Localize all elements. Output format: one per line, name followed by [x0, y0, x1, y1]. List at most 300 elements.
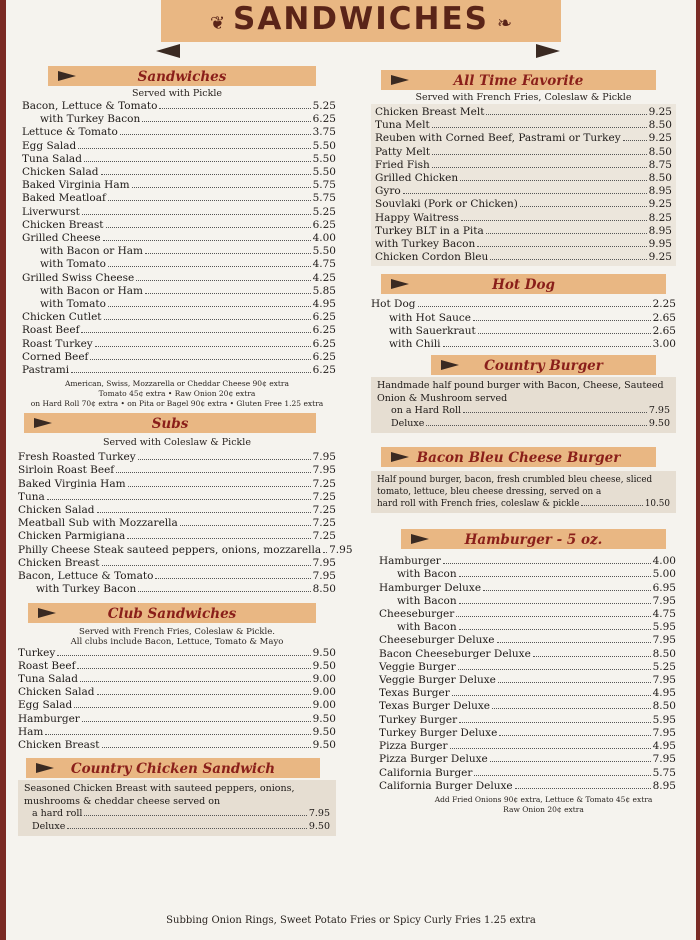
- leader-dots: [78, 148, 310, 149]
- banner-fold-right: [536, 44, 560, 58]
- footer-note: Subbing Onion Rings, Sweet Potato Fries or Spicy Curly Fries 1.25 extra: [166, 915, 536, 926]
- hot-dog-list: [371, 298, 676, 351]
- item-price: 6.25: [312, 324, 336, 337]
- item-price: 9.50: [312, 725, 336, 738]
- menu-item: [375, 185, 672, 198]
- item-price: 9.50: [312, 646, 336, 659]
- section-note: All clubs include Bacon, Lettuce, Tomato & Mayo: [70, 636, 284, 647]
- arrow-icon: [36, 763, 54, 773]
- item-price: 5.25: [312, 100, 336, 112]
- menu-item: [375, 146, 672, 159]
- menu-item: [18, 451, 336, 464]
- leader-dots: [473, 320, 651, 321]
- item-name: hard roll with French fries, coleslaw & pickle: [377, 499, 580, 510]
- leader-dots: [452, 695, 651, 696]
- leader-dots: [82, 721, 311, 722]
- item-price: 8.50: [648, 172, 672, 185]
- arrow-icon: [34, 418, 52, 428]
- menu-item: [18, 504, 336, 517]
- menu-item: [371, 325, 676, 338]
- item-price: 9.25: [648, 132, 672, 145]
- item-price: 8.50: [312, 583, 336, 596]
- item-name: Turkey Burger: [379, 713, 458, 726]
- item-name: Fried Fish: [375, 158, 430, 171]
- leader-dots: [486, 233, 647, 234]
- item-price: 5.50: [312, 152, 336, 165]
- item-name: Cheeseburger: [379, 608, 455, 621]
- item-name: Egg Salad: [18, 699, 73, 712]
- menu-item: [375, 212, 672, 225]
- item-price: 3.75: [312, 126, 336, 139]
- item-price: 5.50: [312, 166, 336, 179]
- item-name: Bacon Cheeseburger Deluxe: [379, 647, 531, 660]
- item-price: 8.50: [652, 647, 676, 660]
- item-price: 7.25: [312, 477, 336, 490]
- menu-item: [22, 298, 336, 311]
- menu-item: [375, 251, 672, 264]
- item-price: 4.95: [312, 298, 336, 311]
- item-name: Bacon, Lettuce & Tomato: [18, 570, 154, 583]
- menu-item: [18, 647, 336, 660]
- item-price: 5.00: [652, 568, 676, 581]
- menu-page: [6, 0, 696, 940]
- item-name: with Bacon: [397, 621, 457, 634]
- item-name: Hamburger: [379, 555, 441, 568]
- item-name: with Hot Sauce: [389, 311, 472, 324]
- leader-dots: [71, 372, 311, 373]
- menu-item: [375, 238, 672, 251]
- menu-item: [18, 543, 353, 557]
- menu-item: [375, 106, 672, 119]
- item-name: Egg Salad: [22, 139, 77, 152]
- item-price: 8.75: [648, 158, 672, 171]
- right-column: [371, 70, 676, 815]
- item-name: a hard roll: [32, 808, 83, 820]
- item-price: 2.25: [652, 298, 676, 311]
- item-name: Philly Cheese Steak sauteed peppers, onions, mozzarella: [18, 543, 322, 556]
- section-header-country-burger: [431, 355, 656, 375]
- leader-dots: [80, 681, 311, 682]
- item-name: Tuna Salad: [18, 672, 78, 685]
- leader-dots: [581, 505, 642, 506]
- item-name: Grilled Chicken: [375, 172, 459, 185]
- item-name: California Burger: [379, 766, 473, 779]
- leader-dots: [142, 121, 310, 122]
- menu-item: [379, 727, 676, 740]
- leader-dots: [132, 187, 311, 188]
- item-price: 4.95: [652, 687, 676, 700]
- leader-dots: [67, 828, 306, 829]
- menu-item: [22, 179, 336, 192]
- section-footnote: American, Swiss, Mozzarella or Cheddar Cheese 90¢ extra: [65, 379, 289, 389]
- item-price: 4.25: [312, 271, 336, 284]
- menu-item: [32, 808, 330, 821]
- item-price: 6.25: [312, 113, 336, 126]
- leader-dots: [623, 140, 647, 141]
- leader-dots: [458, 669, 651, 670]
- menu-item: [22, 206, 336, 219]
- hamburger-list: [371, 555, 676, 793]
- menu-item: [18, 583, 336, 596]
- menu-item: [391, 405, 670, 418]
- item-price: 8.50: [648, 119, 672, 132]
- item-name: with Bacon or Ham: [40, 245, 143, 258]
- section-title: Hot Dog: [492, 277, 555, 294]
- item-price: 6.25: [312, 364, 336, 377]
- menu-item: [22, 113, 336, 126]
- menu-item: [18, 739, 336, 752]
- section-note: Served with Coleslaw & Pickle: [103, 437, 251, 449]
- menu-item: [379, 661, 676, 674]
- menu-item: [379, 621, 676, 634]
- item-price: 4.00: [652, 555, 676, 568]
- item-price: 7.25: [312, 504, 336, 517]
- item-price: 5.95: [652, 621, 676, 634]
- item-name: Chicken Salad: [18, 686, 95, 699]
- menu-item: [22, 192, 336, 205]
- country-chicken-list: [24, 808, 330, 833]
- leader-dots: [477, 246, 646, 247]
- menu-item: [18, 491, 336, 504]
- item-price: 6.25: [312, 350, 336, 363]
- item-name: Turkey: [18, 646, 56, 659]
- arrow-icon: [441, 360, 459, 370]
- item-name: Chicken Cutlet: [22, 311, 102, 324]
- item-description: Handmade half pound burger with Bacon, Cheese, Sauteed Onion & Mushroom served: [377, 380, 664, 404]
- leader-dots: [84, 161, 311, 162]
- leader-dots: [82, 214, 311, 215]
- item-price: 7.25: [312, 530, 336, 543]
- item-price: 6.25: [312, 218, 336, 231]
- section-note: Served with Pickle: [131, 88, 223, 99]
- item-price: 7.95: [652, 753, 676, 766]
- item-name: Bacon, Lettuce & Tomato: [22, 100, 158, 112]
- item-name: with Bacon: [397, 568, 457, 581]
- all-time-list: [371, 104, 676, 266]
- item-price: 9.00: [312, 672, 336, 685]
- leader-dots: [108, 200, 311, 201]
- item-name: Hamburger Deluxe: [379, 581, 482, 594]
- leader-dots: [145, 293, 311, 294]
- leader-dots: [520, 206, 647, 207]
- bacon-bleu-box: [371, 471, 676, 513]
- item-name: Chicken Cordon Bleu: [375, 251, 489, 264]
- item-price: 3.00: [652, 338, 676, 351]
- item-price: 8.50: [648, 145, 672, 158]
- menu-item: [375, 225, 672, 238]
- item-name: Liverwurst: [22, 205, 80, 218]
- section-header-club: [28, 603, 316, 623]
- menu-item: [22, 140, 336, 153]
- item-name: Tuna: [18, 490, 45, 503]
- leader-dots: [136, 280, 310, 281]
- item-name: Pizza Burger: [379, 740, 448, 753]
- leader-dots: [483, 590, 651, 591]
- section-note: Served with French Fries, Coleslaw & Pickle: [415, 92, 632, 103]
- item-price: 7.95: [648, 405, 670, 417]
- item-name: Veggie Burger Deluxe: [379, 674, 496, 687]
- leader-dots: [432, 167, 647, 168]
- menu-item: [22, 364, 336, 377]
- menu-item: [18, 464, 336, 477]
- leader-dots: [104, 319, 311, 320]
- item-name: Baked Meatloaf: [22, 192, 106, 205]
- item-price: 7.95: [652, 634, 676, 647]
- item-name: Deluxe: [32, 820, 66, 832]
- item-price: 5.75: [312, 192, 336, 205]
- menu-item: [375, 198, 672, 211]
- item-price: 7.95: [329, 543, 353, 556]
- left-column: [18, 66, 353, 836]
- leader-dots: [127, 538, 310, 539]
- item-name: Chicken Salad: [18, 504, 95, 517]
- item-price: 5.50: [312, 245, 336, 258]
- section-title: Country Burger: [484, 358, 603, 375]
- menu-item: [18, 699, 336, 712]
- country-burger-box: [371, 377, 676, 433]
- item-name: Texas Burger: [379, 687, 450, 700]
- item-price: 7.95: [652, 594, 676, 607]
- item-name: Hamburger: [18, 712, 80, 725]
- item-price: 8.95: [648, 185, 672, 198]
- item-price: 9.50: [308, 820, 330, 832]
- leader-dots: [77, 668, 310, 669]
- leader-dots: [101, 174, 311, 175]
- menu-item: [18, 557, 336, 570]
- section-header-bacon-bleu: [381, 447, 656, 467]
- leader-dots: [459, 603, 651, 604]
- leader-dots: [460, 180, 646, 181]
- item-price: 7.25: [312, 490, 336, 503]
- leader-dots: [116, 472, 310, 473]
- menu-item: [375, 132, 672, 145]
- item-name: with Bacon or Ham: [40, 284, 143, 297]
- leader-dots: [474, 775, 650, 776]
- leader-dots: [459, 722, 651, 723]
- menu-item: [22, 219, 336, 232]
- sandwiches-list: [18, 100, 336, 377]
- item-price: 7.95: [652, 726, 676, 739]
- item-name: Roast Beef: [18, 659, 76, 672]
- arrow-icon: [38, 608, 56, 618]
- leader-dots: [499, 735, 650, 736]
- menu-item: [18, 726, 336, 739]
- item-name: California Burger Deluxe: [379, 779, 513, 792]
- menu-item: [379, 753, 676, 766]
- menu-item: [371, 298, 676, 311]
- section-header-subs: [24, 413, 316, 433]
- leader-dots: [84, 815, 306, 816]
- arrow-icon: [391, 279, 409, 289]
- leader-dots: [418, 306, 651, 307]
- menu-item: [18, 517, 336, 530]
- item-name: Lettuce & Tomato: [22, 126, 118, 139]
- leader-dots: [403, 193, 647, 194]
- item-name: Hot Dog: [371, 298, 416, 311]
- item-name: Baked Virginia Ham: [18, 477, 126, 490]
- menu-item: [379, 674, 676, 687]
- menu-item: [22, 338, 336, 351]
- item-price: 9.50: [312, 712, 336, 725]
- item-price: 9.25: [648, 198, 672, 211]
- item-price: 5.50: [312, 139, 336, 152]
- section-note: Served with French Fries, Coleslaw & Pickle.: [79, 626, 275, 637]
- menu-item: [379, 582, 676, 595]
- menu-item: [379, 555, 676, 568]
- leader-dots: [81, 332, 310, 333]
- menu-item: [379, 767, 676, 780]
- section-footnote: Tomato 45¢ extra • Raw Onion 20¢ extra: [98, 389, 256, 399]
- item-name: Cheeseburger Deluxe: [379, 634, 495, 647]
- section-title: Bacon Bleu Cheese Burger: [416, 450, 621, 467]
- leader-dots: [490, 761, 651, 762]
- item-name: Pizza Burger Deluxe: [379, 753, 488, 766]
- section-title: Sandwiches: [137, 69, 227, 85]
- menu-item: [18, 673, 336, 686]
- menu-item: [379, 608, 676, 621]
- item-name: Grilled Swiss Cheese: [22, 271, 135, 284]
- menu-item: [371, 312, 676, 325]
- item-price: 9.00: [312, 686, 336, 699]
- menu-item: [22, 285, 336, 298]
- item-price: 9.50: [312, 659, 336, 672]
- menu-item: [22, 126, 336, 139]
- menu-item: [22, 232, 336, 245]
- item-name: Souvlaki (Pork or Chicken): [375, 198, 518, 211]
- item-name: Pastrami: [22, 364, 70, 377]
- section-footnote: Add Fried Onions 90¢ extra, Lettuce & Tomato 45¢ extra: [434, 794, 653, 804]
- item-name: with Tomato: [40, 258, 106, 271]
- item-price: 9.95: [648, 238, 672, 251]
- leader-dots: [57, 655, 310, 656]
- item-name: Roast Turkey: [22, 337, 93, 350]
- item-price: 9.00: [312, 699, 336, 712]
- menu-item: [379, 740, 676, 753]
- leader-dots: [138, 591, 310, 592]
- leader-dots: [450, 748, 651, 749]
- item-name: Sirloin Roast Beef: [18, 464, 115, 477]
- leader-dots: [497, 642, 651, 643]
- item-price: 9.25: [648, 251, 672, 264]
- item-price: 7.95: [312, 451, 336, 464]
- item-price: 7.95: [312, 556, 336, 569]
- item-name: Chicken Breast: [22, 218, 104, 231]
- leader-dots: [74, 707, 310, 708]
- item-price: 5.95: [652, 713, 676, 726]
- leader-dots: [461, 220, 647, 221]
- item-name: Turkey Burger Deluxe: [379, 726, 498, 739]
- item-price: 4.95: [652, 740, 676, 753]
- item-price: 6.95: [652, 581, 676, 594]
- item-name: Texas Burger Deluxe: [379, 700, 490, 713]
- item-price: 8.95: [648, 224, 672, 237]
- section-header-sandwiches: [48, 66, 316, 86]
- item-name: with Turkey Bacon: [375, 238, 476, 251]
- menu-item: [22, 351, 336, 364]
- menu-item: [379, 648, 676, 661]
- item-price: 4.75: [652, 608, 676, 621]
- leader-dots: [180, 525, 311, 526]
- section-title: Subs: [151, 416, 189, 433]
- item-price: 5.75: [312, 179, 336, 192]
- leader-dots: [45, 734, 310, 735]
- leader-dots: [486, 114, 646, 115]
- leader-dots: [103, 240, 311, 241]
- leader-dots: [456, 616, 650, 617]
- menu-item: [379, 595, 676, 608]
- leader-dots: [95, 346, 311, 347]
- item-name: Happy Waitress: [375, 211, 459, 224]
- item-price: 2.65: [652, 324, 676, 337]
- leader-dots: [459, 576, 651, 577]
- item-price: 7.25: [312, 517, 336, 530]
- item-name: Turkey BLT in a Pita: [375, 224, 484, 237]
- leader-dots: [108, 306, 311, 307]
- leader-dots: [515, 788, 651, 789]
- menu-item: [22, 153, 336, 166]
- title-banner: [161, 0, 561, 42]
- leader-dots: [492, 708, 651, 709]
- menu-item: [22, 258, 336, 271]
- club-list: [18, 647, 336, 753]
- item-name: with Tomato: [40, 298, 106, 311]
- leader-dots: [459, 629, 651, 630]
- leader-dots: [463, 412, 647, 413]
- item-name: Patty Melt: [375, 145, 431, 158]
- item-price: 6.25: [312, 337, 336, 350]
- section-title: Club Sandwiches: [107, 605, 237, 622]
- section-footnote: on Hard Roll 70¢ extra • on Pita or Bagel 90¢ extra • Gluten Free 1.25 extra: [30, 399, 324, 409]
- menu-item: [379, 714, 676, 727]
- menu-item: [379, 700, 676, 713]
- menu-item: [18, 686, 336, 699]
- item-price: 4.00: [312, 232, 336, 245]
- item-name: with Sauerkraut: [389, 324, 476, 337]
- arrow-icon: [411, 534, 429, 544]
- leader-dots: [106, 227, 311, 228]
- item-name: Tuna Salad: [22, 152, 82, 165]
- item-name: with Chili: [389, 338, 441, 351]
- leader-dots: [323, 552, 327, 553]
- item-name: Chicken Breast Melt: [375, 106, 485, 118]
- leader-dots: [128, 486, 311, 487]
- menu-item: [22, 100, 336, 113]
- item-price: 5.25: [652, 660, 676, 673]
- menu-item: [391, 418, 670, 431]
- section-header-all-time-favorite: [381, 70, 656, 90]
- menu-item: [22, 311, 336, 324]
- menu-item: [18, 660, 336, 673]
- menu-item: [377, 498, 670, 510]
- section-footnote: Raw Onion 20¢ extra: [503, 804, 584, 814]
- leader-dots: [443, 563, 651, 564]
- item-price: 10.50: [644, 499, 670, 510]
- menu-item: [22, 166, 336, 179]
- section-title: All Time Favorite: [453, 73, 584, 89]
- leader-dots: [426, 425, 646, 426]
- item-price: 7.95: [308, 808, 330, 820]
- item-price: 8.25: [648, 211, 672, 224]
- item-price: 9.25: [648, 106, 672, 118]
- leader-dots: [97, 694, 311, 695]
- leader-dots: [97, 512, 311, 513]
- item-name: with Turkey Bacon: [36, 583, 137, 596]
- arrow-icon: [391, 75, 409, 85]
- section-title: Country Chicken Sandwich: [70, 761, 276, 778]
- item-name: Deluxe: [391, 417, 425, 429]
- item-description: Seasoned Chicken Breast with sauteed peppers, onions, mushrooms & cheddar cheese served on: [24, 783, 295, 807]
- item-price: 6.25: [312, 311, 336, 324]
